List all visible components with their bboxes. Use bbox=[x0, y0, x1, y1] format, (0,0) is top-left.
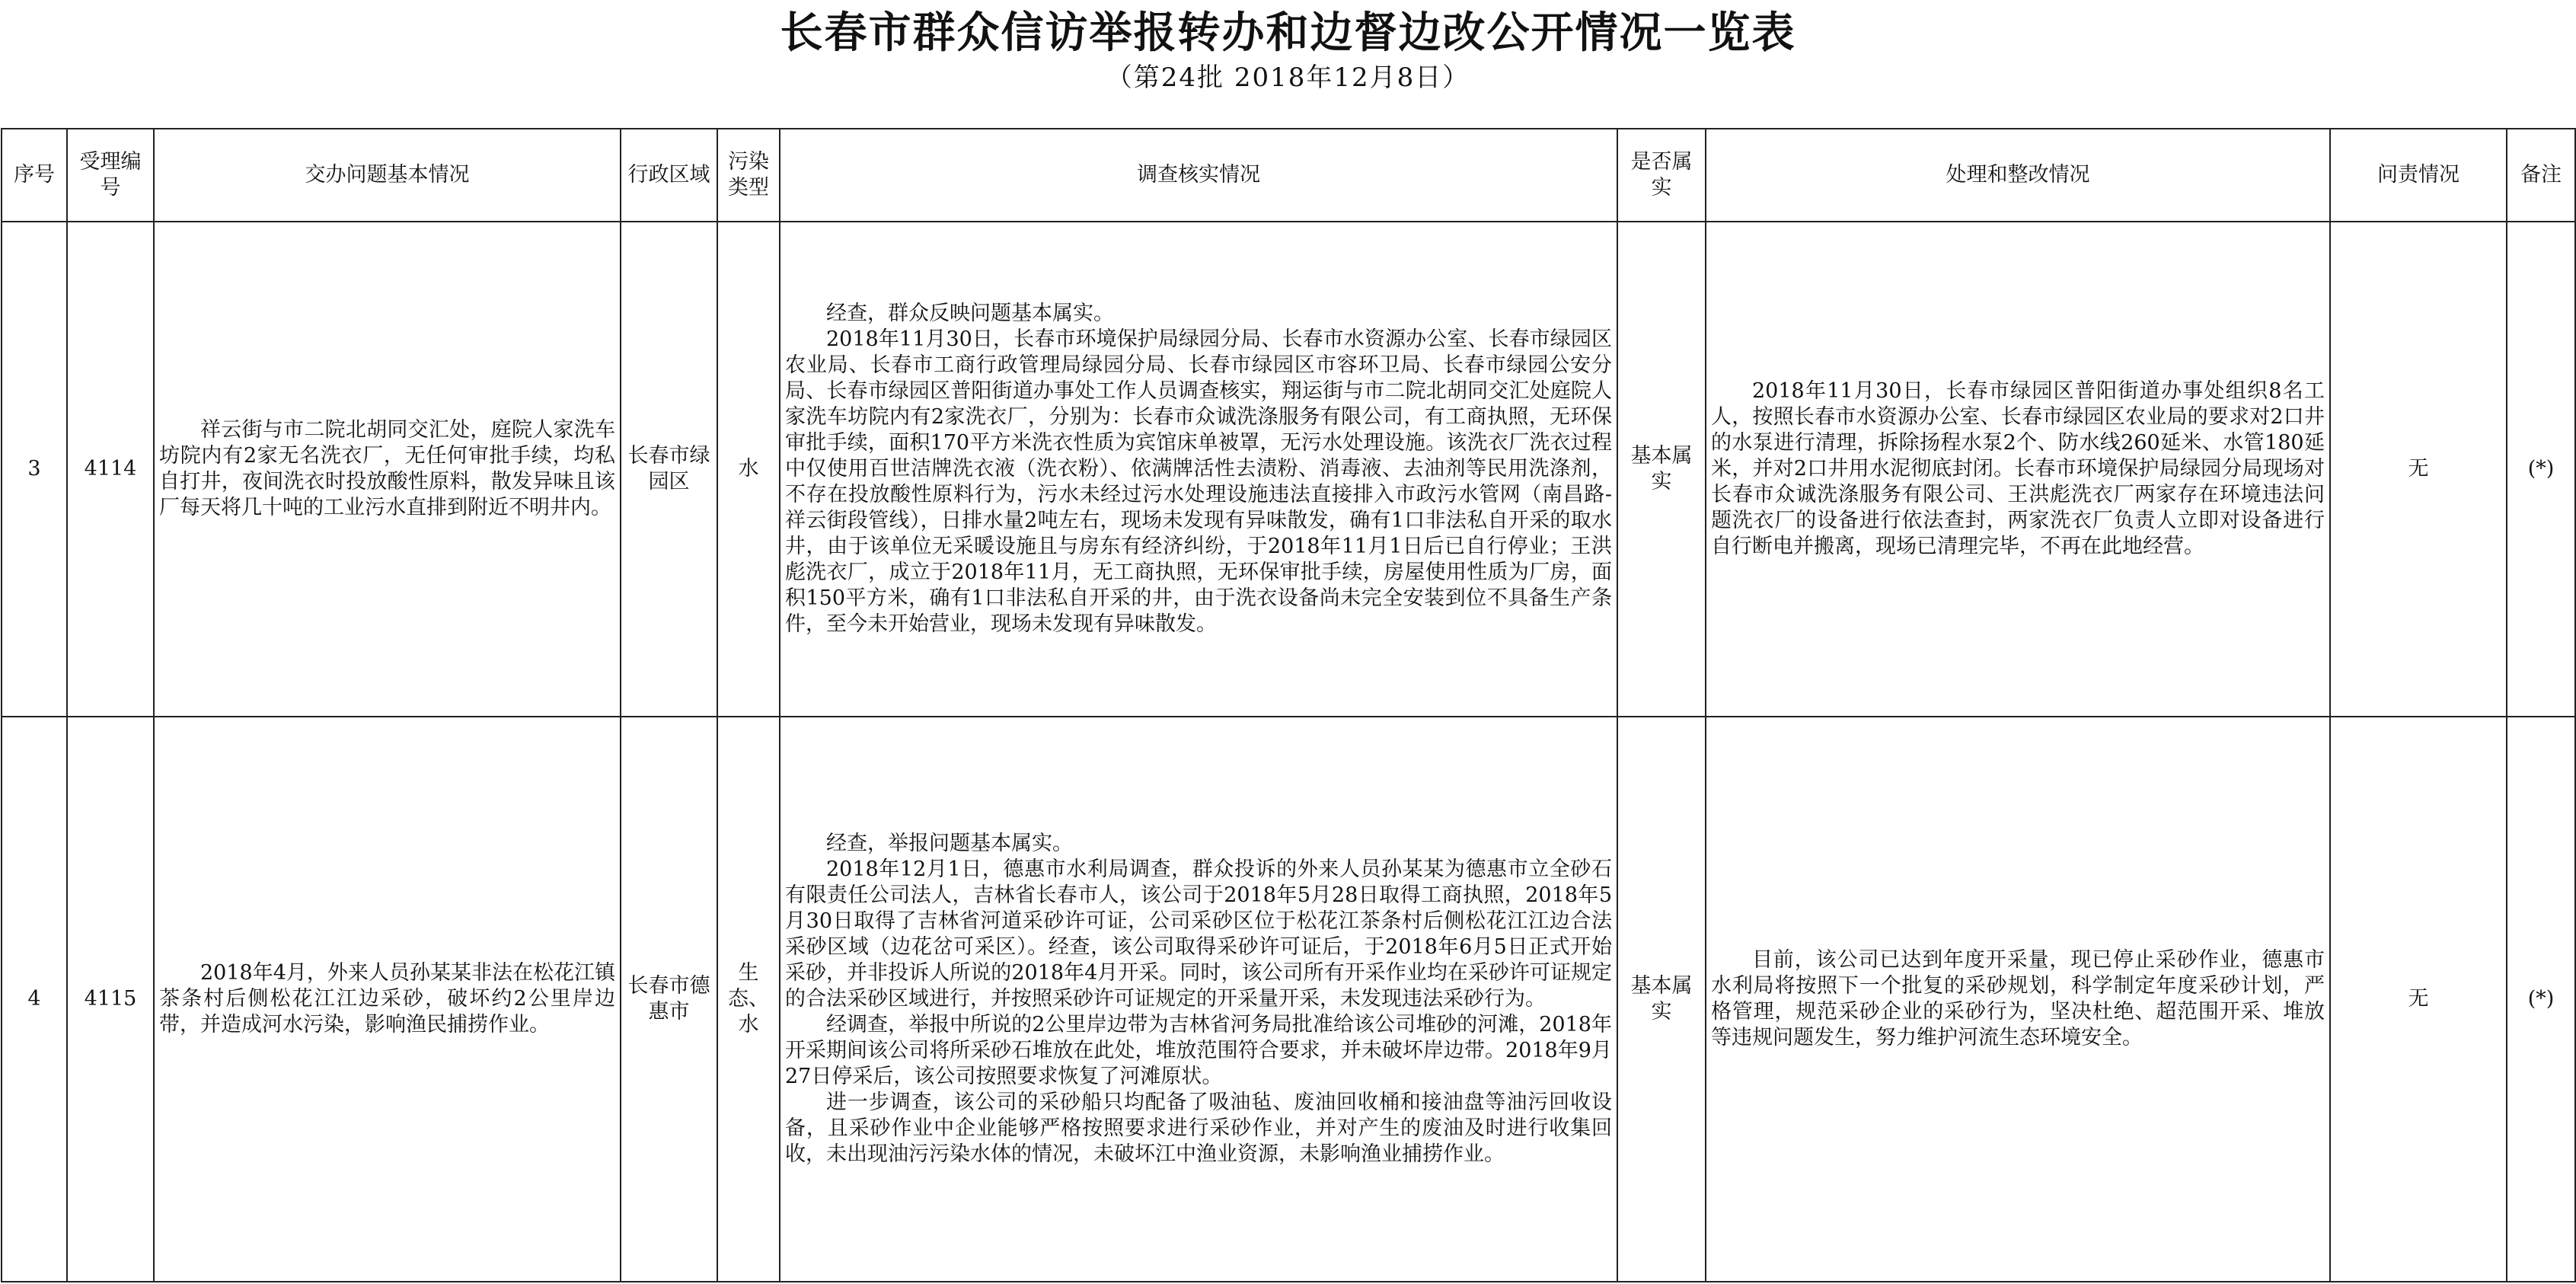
row-seq: 3 bbox=[2, 222, 67, 717]
row-investigation bbox=[780, 717, 1617, 1282]
row-seq: 4 bbox=[2, 717, 67, 1282]
row-id: 4114 bbox=[67, 222, 154, 717]
header-region: 行政区域 bbox=[621, 129, 717, 222]
header-investigation: 调查核实情况 bbox=[780, 129, 1617, 222]
row-remark: (*) bbox=[2507, 717, 2575, 1282]
row-accountability: 无 bbox=[2330, 717, 2507, 1282]
row-handling-text: 2018年11月30日，长春市绿园区普阳街道办事处组织8名工人，按照长春市水资源办公室、长春市绿园区农业局的要求对2口井的水泵进行清理，拆除扬程水泵2个、防水线260延米、水管180延米，并对2口井用水泥彻底封闭。长春市环境保护局绿园分局现场对长春市众诚洗涤服务有限公司、王洪彪洗衣厂两家存在环境违法问题洗衣厂的设备进行依法查封，两家洗衣厂负责人立即对设备进行自行断电并搬离，现场已清理完毕，不再在此地经营。 bbox=[1711, 379, 2325, 558]
header-id: 受理编号 bbox=[67, 129, 154, 222]
header-handling: 处理和整改情况 bbox=[1706, 129, 2330, 222]
report-table bbox=[1, 128, 2576, 1282]
row-basic bbox=[154, 717, 621, 1282]
investigation-paragraph: 经查，群众反映问题基本属实。 bbox=[826, 302, 1114, 325]
row-region: 长春市德惠市 bbox=[621, 717, 717, 1282]
page-subtitle: （第24批 2018年12月8日） bbox=[1106, 62, 1470, 93]
header-seq: 序号 bbox=[2, 129, 67, 222]
row-region: 长春市绿园区 bbox=[621, 222, 717, 717]
table-row bbox=[2, 717, 2575, 1282]
row-is-true: 基本属实 bbox=[1617, 222, 1706, 717]
row-id: 4115 bbox=[67, 717, 154, 1282]
row-handling bbox=[1706, 717, 2330, 1282]
row-pollution: 生态、水 bbox=[717, 717, 780, 1282]
investigation-paragraph: 2018年12月1日，德惠市水利局调查，群众投诉的外来人员孙某某为德惠市立全砂石有限责任公司法人，吉林省长春市人，该公司于2018年5月28日取得工商执照，2018年5月30日取得了吉林省河道采砂许可证，公司采砂区位于松花江茶条村后侧松花江江边合法采砂区域（边花岔可采区）。经查，该公司取得采砂许可证后，于2018年6月5日正式开始采砂，并非投诉人所说的2018年4月开采。同时，该公司所有开采作业均在采砂许可证规定的合法采砂区域进行，并按照采砂许可证规定的开采量开采，未发现违法采砂行为。 bbox=[785, 858, 1612, 1011]
table-row bbox=[2, 222, 2575, 717]
investigation-paragraph: 经调查，举报中所说的2公里岸边带为吉林省河务局批准给该公司堆砂的河滩，2018年开采期间该公司将所采砂石堆放在此处，堆放范围符合要求，并未破坏岸边带。2018年9月27日停采后，该公司按照要求恢复了河滩原状。 bbox=[785, 1013, 1612, 1088]
investigation-paragraph: 2018年11月30日，长春市环境保护局绿园分局、长春市水资源办公室、长春市绿园区农业局、长春市工商行政管理局绿园分局、长春市绿园区市容环卫局、长春市绿园公安分局、长春市绿园区普阳街道办事处工作人员调查核实，翔运街与市二院北胡同交汇处庭院人家洗车坊院内有2家洗衣厂，分别为：长春市众诚洗涤服务有限公司，有工商执照，无环保审批手续，面积170平方米洗衣性质为宾馆床单被罩，无污水处理设施。该洗衣厂洗衣过程中仅使用百世洁牌洗衣液（洗衣粉）、依满牌活性去渍粉、消毒液、去油剂等民用洗涤剂，不存在投放酸性原料行为，污水未经过污水处理设施违法直接排入市政污水管网（南昌路-祥云街段管线），日排水量2吨左右，现场未发现有异味散发，确有1口非法私自开采的取水井，由于该单位无采暖设施且与房东有经济纠纷，于2018年11月1日后已自行停业；王洪彪洗衣厂，成立于2018年11月，无工商执照，无环保审批手续，房屋使用性质为厂房，面积150平方米，确有1口非法私自开采的井，由于洗衣设备尚未完全安装到位不具备生产条件，至今未开始营业，现场未发现有异味散发。 bbox=[785, 327, 1612, 636]
row-handling bbox=[1706, 222, 2330, 717]
header-pollution: 污染类型 bbox=[717, 129, 780, 222]
row-accountability: 无 bbox=[2330, 222, 2507, 717]
header-remark: 备注 bbox=[2507, 129, 2575, 222]
investigation-paragraph: 进一步调查，该公司的采砂船只均配备了吸油毡、废油回收桶和接油盘等油污回收设备，且采砂作业中企业能够严格按照要求进行采砂作业，并对产生的废油及时进行收集回收，未出现油污污染水体的情况，未破坏江中渔业资源，未影响渔业捕捞作业。 bbox=[785, 1091, 1612, 1166]
header-is-true: 是否属实 bbox=[1617, 129, 1706, 222]
row-is-true: 基本属实 bbox=[1617, 717, 1706, 1282]
row-remark: (*) bbox=[2507, 222, 2575, 717]
row-basic-text: 2018年4月，外来人员孙某某非法在松花江镇茶条村后侧松花江江边采砂，破坏约2公里岸边带，并造成河水污染，影响渔民捕捞作业。 bbox=[159, 961, 615, 1036]
row-investigation bbox=[780, 222, 1617, 717]
header-accountability: 问责情况 bbox=[2330, 129, 2507, 222]
row-pollution: 水 bbox=[717, 222, 780, 717]
table-header-row bbox=[2, 129, 2575, 222]
page-title: 长春市群众信访举报转办和边督边改公开情况一览表 bbox=[780, 8, 1796, 58]
header-basic: 交办问题基本情况 bbox=[154, 129, 621, 222]
row-basic bbox=[154, 222, 621, 717]
row-handling-text: 目前，该公司已达到年度开采量，现已停止采砂作业，德惠市水利局将按照下一个批复的采砂规划，科学制定年度采砂计划，严格管理，规范采砂企业的采砂行为，坚决杜绝、超范围开采、堆放等违规问题发生，努力维护河流生态环境安全。 bbox=[1711, 948, 2325, 1049]
row-basic-text: 祥云街与市二院北胡同交汇处，庭院人家洗车坊院内有2家无名洗衣厂，无任何审批手续，均私自打井，夜间洗衣时投放酸性原料，散发异味且该厂每天将几十吨的工业污水直排到附近不明井内。 bbox=[159, 418, 615, 519]
investigation-paragraph: 经查，举报问题基本属实。 bbox=[826, 832, 1073, 855]
